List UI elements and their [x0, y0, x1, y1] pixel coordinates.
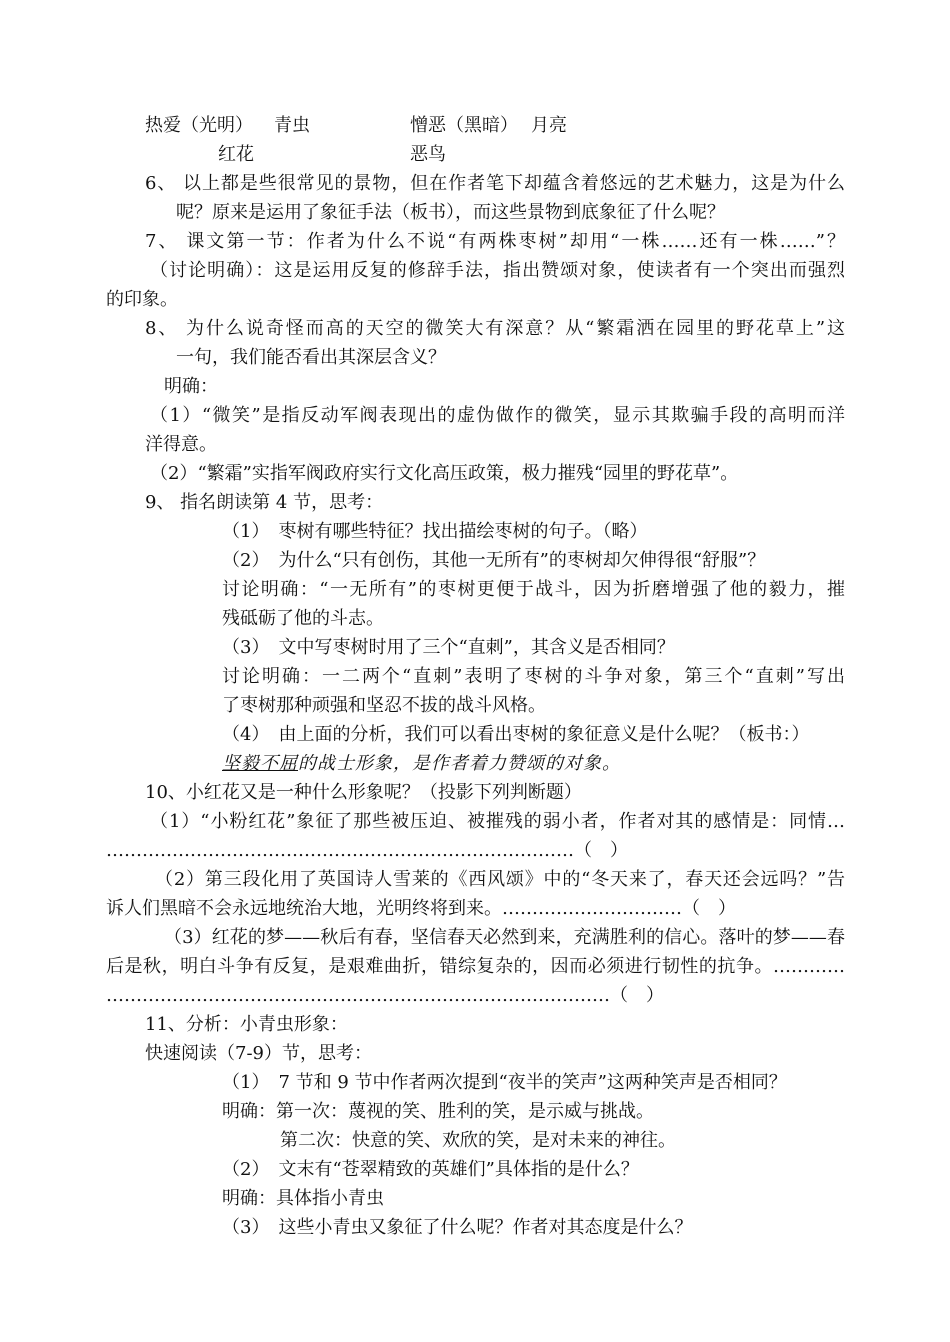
symbol-love-item: 青虫	[274, 115, 310, 136]
question-9-line: 9、 指名朗读第 4 节，思考：	[145, 492, 384, 513]
question-6-line: 呢？原来是运用了象征手法（板书），而这些景物到底象征了什么呢？	[176, 202, 725, 223]
judgment-item: ……………………………………………………………………（ ）	[106, 840, 628, 861]
judgment-item: （3）红花的梦——秋后有春，坚信春天必然到来，充满胜利的信心。落叶的梦——春	[164, 927, 845, 948]
sub-question: （4） 由上面的分析，我们可以看出枣树的象征意义是什么呢？（板书：）	[222, 724, 810, 745]
answer-line: 明确：具体指小青虫	[222, 1188, 384, 1209]
symbol-love-item: 红花	[218, 144, 254, 165]
question-11-line: 11、分析：小青虫形象：	[145, 1014, 348, 1035]
sub-question: （3） 这些小青虫又象征了什么呢？作者对其态度是什么？	[222, 1217, 693, 1238]
answer-line: 第二次：快意的笑、欢欣的笑，是对未来的神往。	[280, 1130, 676, 1151]
sub-question: （2） 文末有“苍翠精致的英雄们”具体指的是什么？	[222, 1159, 639, 1180]
answer-line: 明确：第一次：蔑视的笑、胜利的笑，是示威与挑战。	[222, 1101, 654, 1122]
question-7-line: （讨论明确）：这是运用反复的修辞手法，指出赞颂对象，使读者有一个突出而强烈	[150, 260, 845, 281]
judgment-item: …………………………………………………………………………（ ）	[106, 985, 664, 1006]
question-6-line: 6、 以上都是些很常见的景物，但在作者笔下却蕴含着悠远的艺术魅力，这是为什么	[145, 173, 845, 194]
question-8-line: 一句，我们能否看出其深层含义？	[176, 347, 446, 368]
judgment-item: （1）“小粉红花”象征了那些被压迫、被摧残的弱小者，作者对其的感情是：同情…	[150, 811, 845, 832]
sub-question: （2） 为什么“只有创伤，其他一无所有”的枣树却欠伸得很“舒服”？	[222, 550, 766, 571]
question-8-line: 洋得意。	[145, 434, 217, 455]
board-note	[222, 751, 621, 777]
board-note-rest: 的战士形象，是作者着力赞颂的对象。	[298, 753, 621, 774]
question-8-line: （1）“微笑”是指反动军阀表现出的虚伪做作的微笑，显示其欺骗手段的高明而洋	[150, 405, 845, 426]
sub-question: （1） 枣树有哪些特征？找出描绘枣树的句子。（略）	[222, 521, 648, 542]
symbol-hate-item: 月亮	[531, 115, 567, 136]
judgment-item: 后是秋，明白斗争有反复，是艰难曲折，错综复杂的，因而必须进行韧性的抗争。…………	[106, 956, 845, 977]
answer-label: 明确：	[164, 376, 218, 397]
symbol-hate-item: 恶鸟	[410, 144, 446, 165]
question-11-line: 快速阅读（7-9）节，思考：	[145, 1043, 372, 1064]
answer-line: 讨论明确：一二两个“直刺”表明了枣树的斗争对象，第三个“直刺”写出	[222, 666, 845, 687]
answer-line: 讨论明确：“一无所有”的枣树更便于战斗，因为折磨增强了他的毅力，摧	[222, 579, 845, 600]
question-8-line: （2）“繁霜”实指军阀政府实行文化高压政策，极力摧残“园里的野花草”。	[150, 463, 739, 484]
question-10-line: 10、小红花又是一种什么形象呢？（投影下列判断题）	[145, 782, 582, 803]
question-7-line: 的印象。	[106, 289, 178, 310]
symbol-hate-label: 憎恶（黑暗）	[410, 115, 518, 136]
sub-question: （3） 文中写枣树时用了三个“直刺”，其含义是否相同？	[222, 637, 675, 658]
judgment-item: （2）第三段化用了英国诗人雪莱的《西风颂》中的“冬天来了，春天还会远吗？”告	[155, 869, 845, 890]
question-8-line: 8、 为什么说奇怪而高的天空的微笑大有深意？从“繁霜洒在园里的野花草上”这	[145, 318, 845, 339]
question-7-line: 7、 课文第一节：作者为什么不说“有两株枣树”却用“一株……还有一株……”？	[145, 231, 845, 252]
answer-line: 了枣树那种顽强和坚忍不拔的战斗风格。	[222, 695, 546, 716]
symbol-love-label: 热爱（光明）	[145, 115, 253, 136]
sub-question: （1） 7 节和 9 节中作者两次提到“夜半的笑声”这两种笑声是否相同？	[222, 1072, 787, 1093]
answer-line: 残砥砺了他的斗志。	[222, 608, 384, 629]
underlined-keyword: 坚毅不屈	[222, 753, 298, 774]
judgment-item: 诉人们黑暗不会永远地统治大地，光明终将到来。…………………………（ ）	[106, 898, 736, 919]
